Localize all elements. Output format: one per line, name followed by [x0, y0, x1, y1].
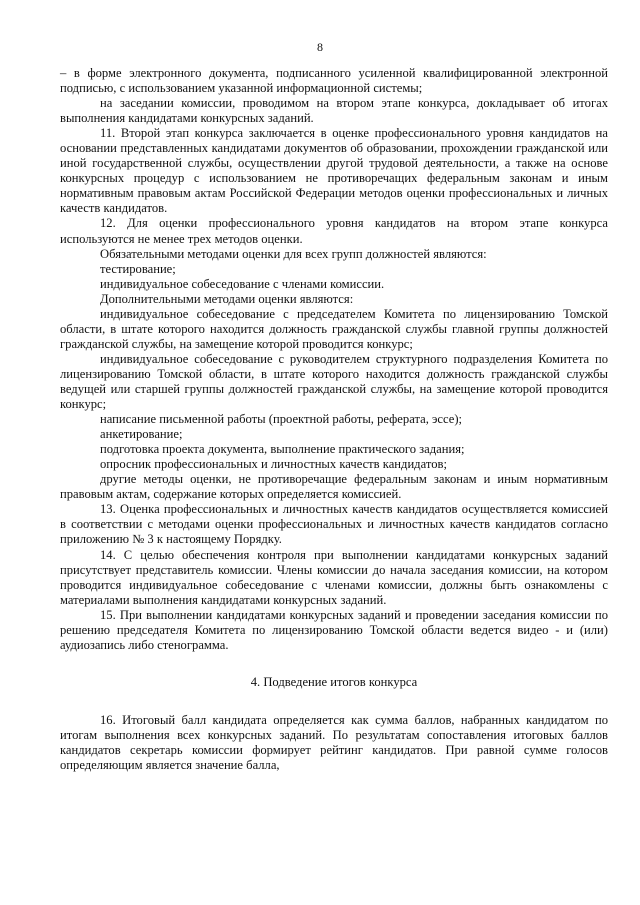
paragraph: Обязательными методами оценки для всех групп должностей являются: [100, 246, 487, 261]
paragraph: индивидуальное собеседование с председателем Комитета по лицензированию Томской области, в штате которого находится должность гражданской службы главной группы должностей гражданской службы, на замещение которой проводится конкурс; [60, 306, 608, 351]
section-heading: 4. Подведение итогов конкурса [250, 674, 418, 689]
paragraph: индивидуальное собеседование с руководителем структурного подразделения Комитета по лицензированию Томской области, в штате которого находится должность гражданской службы ведущей или старшей группы должностей гражданской службы, на замещение которой проводится конкурс; [60, 351, 608, 412]
paragraph: другие методы оценки, не противоречащие федеральным законам и иным нормативным правовым актам, содержание которых определяется комиссией. [60, 472, 608, 502]
paragraph: Дополнительными методами оценки являются: [100, 291, 354, 306]
page-number: 8 [317, 40, 323, 54]
paragraph: 14. С целью обеспечения контроля при выполнении кандидатами конкурсных заданий присутствует представитель комиссии. Члены комиссии до начала заседания комиссии, на котором проводится индивидуальное собеседование с членами комиссии, должны быть ознакомлены с материалами выполнения кандидатами конкурсных заданий. [60, 547, 608, 607]
paragraph: написание письменной работы (проектной работы, реферата, эссе); [100, 412, 463, 427]
paragraph: 11. Второй этап конкурса заключается в оценке профессионального уровня кандидатов на основании представленных кандидатами документов об образовании, прохождении гражданской или иной государственной службы, осуществлении другой трудовой деятельности, а также на основе конкурсных процедур с использованием не противоречащих федеральным законам и иным нормативным правовым актам Российской Федерации методов оценки профессиональных и личных качеств кандидатов. [60, 126, 608, 216]
paragraph: тестирование; [100, 261, 176, 276]
paragraph: индивидуальное собеседование с членами комиссии. [100, 276, 385, 291]
paragraph: анкетирование; [100, 427, 183, 442]
paragraph-list [60, 66, 608, 653]
paragraph: 13. Оценка профессиональных и личностных качеств кандидатов осуществляется комиссией в соответствии с методами оценки профессиональных и личностных качеств кандидатов согласно приложению № 3 к настоящему Порядку. [60, 502, 608, 547]
paragraph: – в форме электронного документа, подписанного усиленной квалифицированной электронной подписью, с использованием указанной информационной системы; [60, 66, 608, 96]
document-body [60, 66, 608, 773]
paragraph: подготовка проекта документа, выполнение практического задания; [100, 442, 465, 457]
paragraph: опросник профессиональных и личностных качеств кандидатов; [100, 457, 447, 472]
paragraph: 15. При выполнении кандидатами конкурсных заданий и проведении заседания комиссии по решению председателя Комитета по лицензированию Томской области ведется видео - и (или) аудиозапись либо стенограмма. [60, 607, 608, 652]
final-paragraph: 16. Итоговый балл кандидата определяется как сумма баллов, набранных кандидатом по итогам выполнения всех конкурсных заданий. По результатам сопоставления итоговых баллов кандидатов секретарь комиссии формирует рейтинг кандидатов. При равной сумме голосов определяющим является значение балла, [60, 712, 608, 773]
paragraph: на заседании комиссии, проводимом на втором этапе конкурса, докладывает об итогах выполнения кандидатами конкурсных заданий. [60, 96, 608, 126]
paragraph: 12. Для оценки профессионального уровня кандидатов на втором этапе конкурса используются не менее трех методов оценки. [60, 216, 608, 246]
